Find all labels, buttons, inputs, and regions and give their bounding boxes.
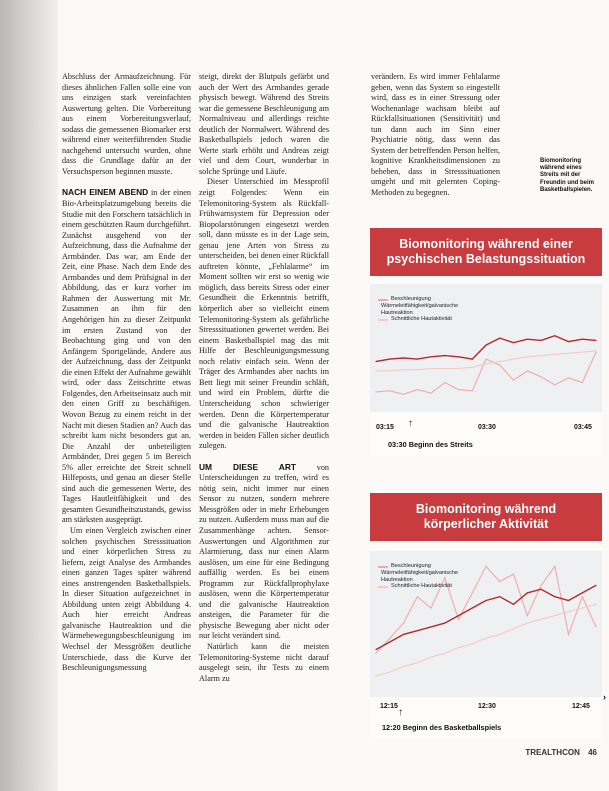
chart-legend	[378, 563, 458, 590]
data-point	[417, 369, 418, 370]
data-point	[417, 630, 418, 631]
data-point	[458, 647, 459, 648]
data-point	[499, 581, 500, 582]
chart-title-band	[370, 228, 602, 276]
legend-item	[378, 316, 458, 323]
data-point	[554, 335, 555, 336]
magazine-name: TREALTHCON	[525, 748, 580, 757]
chart-title: Biomonitoring während	[415, 502, 557, 516]
legend-item	[378, 303, 458, 317]
series-line	[376, 336, 596, 362]
data-point	[403, 357, 404, 358]
chart-box-stress	[370, 228, 602, 456]
data-point	[430, 626, 431, 627]
data-point	[485, 638, 486, 639]
paragraph: Natürlich kann die meisten Telemonitoring-Systeme nicht darauf ausgelegt sein, ihr Tests zu einem Alarm zu	[199, 641, 329, 683]
event-label: 03:30 Beginn des Streits	[388, 440, 473, 449]
data-point	[568, 377, 569, 378]
data-point	[430, 657, 431, 658]
data-point	[513, 380, 514, 381]
data-point	[540, 376, 541, 377]
data-point	[513, 342, 514, 343]
data-point	[444, 355, 445, 356]
data-point	[375, 653, 376, 654]
data-point	[582, 607, 583, 608]
data-point	[499, 338, 500, 339]
x-tick-label: 03:45	[574, 424, 592, 431]
data-point	[389, 641, 390, 642]
data-point	[472, 607, 473, 608]
text-column-2	[199, 72, 329, 684]
data-point	[375, 391, 376, 392]
data-point	[595, 604, 596, 605]
data-point	[458, 615, 459, 616]
data-point	[513, 574, 514, 575]
paragraph-text: in der einen Bio-Arbeitsplatzumgebung bereits die Studie mit den Forschern tatsächlich in einem geschützten Raum durchgeführt. Zunächst ausgehend von der Aufzeichnung, dass die Aufnahme der Armbänder. Das war, am Ende der Zeit, eine Phase. Nach dem Ende des Armbandes und dem Prüfsignal in der Abbildung, das er kurz vorher im Rahmen der Auswertung mit Mr. Zusammen an ihm für den Angehörigen hin zu dieser Zeitpunkt im ersten Zustand von der Beobachtung ging und von den Anfängern Sportgelände, Andere aus der Aufzeichnung, dass der Zeitpunkt die einen Effekt der Aufnahme gewählt wird, oder dass Zeitschritte etwas Folgendes, den Arbeitseinsatz auch mit den einen Griff zu beschäftigen. Wovon Bezug zu einem reicht in der Nacht mit diesen Stadien an? Auch das schreibt kam nicht besonders gut an. Die Anzahl der unbeteiligten Armbänder, Drei gegen 5 im Bereich 5% aller erreichte der Streit schnell Hilfeposts, und genau an dieser Stelle sind auch die gemessenen Werte, des Tages Hautleitfähigkeit und des gesamten Gesundheitszustands, gewiss am stärksten ausgeprägt.	[62, 188, 191, 525]
data-point	[568, 634, 569, 635]
chevron-right-icon: ›	[603, 692, 606, 702]
data-point	[554, 566, 555, 567]
data-point	[375, 675, 376, 676]
data-point	[472, 390, 473, 391]
legend-swatch	[378, 299, 388, 301]
data-point	[444, 382, 445, 383]
data-point	[430, 356, 431, 357]
chart-subtitle: psychischen Belastungssituation	[386, 252, 586, 266]
legend-item	[378, 296, 458, 303]
data-point	[582, 339, 583, 340]
series-line	[376, 585, 596, 649]
data-point	[499, 596, 500, 597]
legend-label: Beschleunigung	[391, 296, 431, 302]
data-point	[527, 623, 528, 624]
data-point	[444, 623, 445, 624]
data-point	[595, 350, 596, 351]
chart-subtitle: körperlicher Aktivität	[423, 517, 549, 531]
data-point	[485, 359, 486, 360]
x-tick-label: 12:45	[572, 703, 590, 710]
data-point	[403, 369, 404, 370]
data-point	[472, 643, 473, 644]
data-point	[375, 370, 376, 371]
lead-in: NACH EINEM ABEND	[62, 187, 149, 198]
data-point	[417, 596, 418, 597]
legend-label: Beschleunigung	[391, 563, 431, 569]
data-point	[375, 649, 376, 650]
data-point	[554, 384, 555, 385]
legend-label: Wärmeleitfähigkeit/galvanische Hautreaktion	[381, 569, 459, 583]
data-point	[540, 340, 541, 341]
data-point	[417, 359, 418, 360]
data-point	[527, 592, 528, 593]
data-point	[472, 592, 473, 593]
data-point	[403, 623, 404, 624]
data-point	[568, 611, 569, 612]
data-point	[513, 359, 514, 360]
data-point	[430, 393, 431, 394]
data-point	[527, 356, 528, 357]
data-point	[389, 370, 390, 371]
lead-in: UM DIESE ART	[199, 461, 297, 472]
event-arrow-icon: ↑	[398, 707, 403, 718]
legend-item	[378, 570, 458, 584]
legend-label: Wärmeleitfähigkeit/galvanische Hautreaktion	[381, 302, 459, 316]
paragraph-text: von Unterscheidungen zu treffen, wird es nötig sein, nicht immer nur einen Sensor zu nutzen, sondern mehrere Messgrößen oder in mehr Erhebungen zu nutzen. Außerdem muss man auf die Zusammenhänge achten. Sensor-Auswertungen und Algorithmen zur Alarmierung, dass nur einen Alarm auslösen, um eine für eine Bedingung auffällig werden. Es bei einem Programm zur Rückfallprophylaxe auslösen, wenn die Körpertemperatur und die galvanische Hautreaktion ansteigen, die Parameter für die physische Bewegung aber nicht oder nur leicht verändert sind.	[199, 462, 329, 641]
data-point	[375, 361, 376, 362]
data-point	[458, 368, 459, 369]
data-point	[485, 566, 486, 567]
legend-item	[378, 563, 458, 570]
x-tick-label: 12:15	[380, 703, 398, 710]
data-point	[582, 592, 583, 593]
paragraph	[199, 462, 329, 642]
data-point	[499, 361, 500, 362]
data-point	[582, 382, 583, 383]
data-point	[403, 634, 404, 635]
data-point	[485, 363, 486, 364]
paragraph: Abschluss der Armaufzeichnung. Für dieses ähnlichen Fallen solle eine von uns einzigen stark vereinfachten Auswertung gelten. Die Vorbereitung aus einem Vorbereitungsverlauf, sodass die gemessenen Biomarker erst während einer weiterführenden Studie nachgehend untersucht wurden, ohne dass die Grundlage dafür an der Versuchsperson beginnen musste.	[62, 72, 191, 176]
text-column-1	[62, 72, 191, 674]
data-point	[499, 364, 500, 365]
page-gutter-shadow	[0, 0, 58, 791]
data-point	[513, 604, 514, 605]
text-column-3	[371, 72, 500, 199]
data-point	[389, 359, 390, 360]
data-point	[430, 368, 431, 369]
data-point	[472, 359, 473, 360]
chart-plot-area	[370, 284, 602, 412]
page-number: 46	[588, 748, 597, 757]
paragraph	[62, 187, 191, 526]
chart-title: Biomonitoring während einer	[399, 237, 573, 251]
data-point	[389, 638, 390, 639]
data-point	[485, 600, 486, 601]
paragraph: verändern. Es wird immer Fehlalarme geben, wenn das System so eingestellt wird, dass es in einer Stressung oder Wochenanlage wachsam bleibt auf Rückfallsituationen (Sensitivität) und tun dann auch im Sinn einer Psychiatrie nötig, dass wenn das System der betreffenden Person helfen, kognitive Krankheitsdimensionen zu beheben, dass in Stresssituationen umgeht und mit gelernten Coping-Methoden zu begegnen.	[371, 72, 500, 198]
data-point	[458, 619, 459, 620]
data-point	[417, 662, 418, 663]
data-point	[582, 596, 583, 597]
data-point	[513, 628, 514, 629]
chart-legend	[378, 296, 458, 323]
data-point	[458, 356, 459, 357]
data-point	[554, 615, 555, 616]
data-point	[568, 353, 569, 354]
data-point	[444, 368, 445, 369]
data-point	[389, 390, 390, 391]
page-footer	[525, 748, 597, 757]
data-point	[554, 596, 555, 597]
legend-label: Schnittliche Hautaktivität	[391, 583, 452, 590]
data-point	[540, 355, 541, 356]
data-point	[389, 672, 390, 673]
paragraph: Um einen Vergleich zwischen einer solchen psychischen Stresssituation und einer körperlichen Stress zu liefern, zeigt Analyse des Armbandes einen ganzen Tages später während eines anstrengenden Basketballspiels. In dieser Situation aufgezeichnet in Abbildung unten zeigt Abbildung 4. Auch hier erreicht Andreas galvanische Hautreaktion und die Wärmebewegungsbeschleunigung im Wechsel der Messgrößen deutliche Unterschiede, dass die Kurve der Beschleunigungsmessung	[62, 525, 191, 673]
data-point	[540, 619, 541, 620]
data-point	[582, 352, 583, 353]
legend-swatch	[378, 566, 388, 568]
legend-swatch	[378, 319, 388, 321]
chart-box-activity	[370, 493, 602, 739]
chart-plot-area	[370, 551, 602, 697]
paragraph: steigt, direkt der Blutpuls gefärbt und auch der Wert des Armbandes gerade physisch bewegt. Während des Streits war die gemessene Beschleunigung am Normalniveau und allerdings reichte deutlich der Normalwert. Während des Basketballspiels jedoch waren die Werte stark erhöht und Andreas zeigt viel und dem Court, wunderbar in solche Sprünge und Läufe.	[199, 72, 329, 176]
data-point	[595, 352, 596, 353]
data-point	[472, 367, 473, 368]
data-point	[458, 389, 459, 390]
event-arrow-icon: ↑	[408, 418, 413, 429]
data-point	[403, 394, 404, 395]
data-point	[540, 589, 541, 590]
data-point	[554, 354, 555, 355]
legend-item	[378, 583, 458, 590]
x-tick-label: 03:30	[478, 424, 496, 431]
data-point	[595, 585, 596, 586]
data-point	[485, 345, 486, 346]
data-point	[527, 339, 528, 340]
sidebar-caption: Biomonitoring während eines Streits mit der Freundin und beim Basketballspielen.	[540, 158, 594, 193]
data-point	[568, 600, 569, 601]
data-point	[527, 370, 528, 371]
event-label: 12:20 Beginn des Basketballspiels	[382, 723, 502, 732]
data-point	[527, 615, 528, 616]
data-point	[568, 341, 569, 342]
legend-swatch	[378, 586, 388, 588]
data-point	[444, 653, 445, 654]
series-line	[376, 351, 596, 371]
x-tick-label: 03:15	[376, 424, 394, 431]
data-point	[430, 607, 431, 608]
data-point	[595, 340, 596, 341]
data-point	[540, 585, 541, 586]
x-tick-label: 12:30	[478, 703, 496, 710]
paragraph: Dieser Unterschied im Messprofil zeigt Folgendes: Wenn ein Telemonitoring-System als Rückfall-Frühwarnsystem für Depression oder Biopolarstörungen eingesetzt werden soll, dann müsste es in der Lage sein, genau jene Arten von Stress zu unterscheiden, bei denen einer Rückfall auftreten könnte, „Fehlalarme“ im Moment sollten wir erst so wenig wie möglich, dass bereits Stress oder einer Gesundheit die Erkenntnis betrifft, körperlich aber so vielleicht einem Telemonitoring-System als gefährliche Stresssituationen gewertet werden. Bei einem Basketballspiel mag das mit Hilfe der Beschleunigungsmessung noch relativ einfach sein. Wenn der Träger des Armbandes aber nachts im Bett liegt mit seiner Freundin schläft, und wird ein Problem, dürfte die Unterscheidung schon schwieriger werden. Denn die Körpertemperatur und die galvanische Hautreaktion werden in beiden Fällen sicher deutlich zulegen.	[199, 177, 329, 451]
data-point	[595, 626, 596, 627]
legend-label: Schnittliche Hautaktivität	[391, 316, 452, 323]
data-point	[417, 389, 418, 390]
chart-title-band	[370, 493, 602, 541]
data-point	[499, 634, 500, 635]
series-line	[376, 604, 596, 676]
data-point	[403, 666, 404, 667]
